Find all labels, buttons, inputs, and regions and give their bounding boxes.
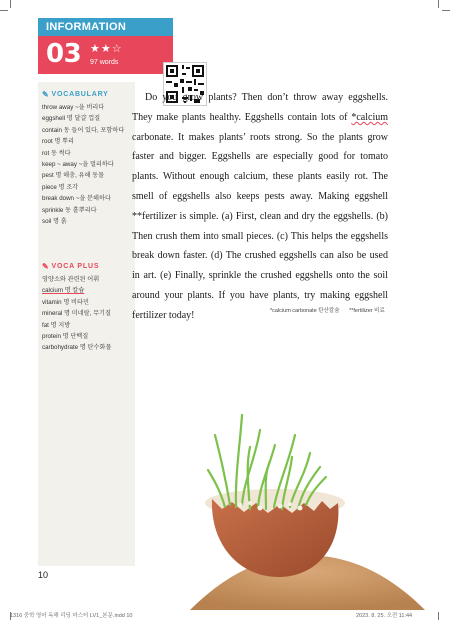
word-count: 97 words bbox=[90, 59, 119, 66]
vocab-item: pest 명 해충, 유해 동물 bbox=[42, 172, 105, 180]
vocab-item: contain 동 들어 있다, 포함하다 bbox=[42, 126, 125, 134]
pencil-icon: ✎ bbox=[42, 90, 50, 99]
passage-part-1: Do you grow plants? Then don’t throw away eggshells. They make plants healthy. Eggshells contain lots of bbox=[132, 92, 388, 123]
passage-part-2: carbonate. It makes plants’ roots strong. So the plants grow faster and bigger. Eggshells are especially good for tomato plants. Without enough calcium, these plants easily rot. The smell of eggshells also keeps pests away. Making eggshell **fertilizer is simple. (a) First, clean and dry the eggshells. (b) Then crush them into small pieces. (c) This helps the eggshells break down faster. (d) The crushed eggshells can also be used in art. (e) Finally, sprinkle the crushed eggshells onto the soil around your plants. If you have plants, try making eggshell fertilizer today! bbox=[132, 131, 388, 321]
lesson-header bbox=[38, 36, 173, 74]
crop-mark bbox=[438, 612, 439, 620]
crop-mark bbox=[0, 10, 8, 11]
vocab-item: sprinkle 동 흩뿌리다 bbox=[42, 206, 97, 214]
voca-plus-list bbox=[42, 276, 132, 353]
voca-plus-item: fat 명 지방 bbox=[42, 321, 71, 329]
vocab-item: keep ~ away ~을 멀리하다 bbox=[42, 161, 114, 169]
eggshell-sprout-illustration bbox=[180, 405, 430, 610]
crop-mark bbox=[10, 0, 11, 8]
vocabulary-section bbox=[42, 90, 132, 229]
voca-plus-heading bbox=[42, 262, 132, 271]
vocabulary-sidebar bbox=[38, 82, 135, 566]
voca-plus-item: carbohydrate 명 탄수화물 bbox=[42, 344, 112, 352]
voca-plus-item: protein 명 단백질 bbox=[42, 333, 89, 341]
calcium-term: *calcium bbox=[351, 111, 388, 123]
vocabulary-heading bbox=[42, 90, 132, 99]
vocabulary-title: VOCABULARY bbox=[51, 91, 109, 98]
print-slug-file: 1316 중학 영어 독해 리딩 마스터 LV1_본문.indd 10 bbox=[10, 613, 133, 619]
vocabulary-list bbox=[42, 104, 132, 226]
pencil-icon: ✎ bbox=[42, 262, 50, 271]
crop-mark bbox=[438, 0, 439, 8]
difficulty-stars: ★★☆ bbox=[90, 43, 123, 55]
vocab-item: break down ~을 분해하다 bbox=[42, 195, 111, 203]
lesson-number: 03 bbox=[46, 39, 82, 69]
voca-plus-subtitle: 영양소와 관련된 어휘 bbox=[42, 276, 100, 283]
voca-plus-item: mineral 명 미네랄, 무기질 bbox=[42, 310, 112, 318]
vocab-item: throw away ~을 버리다 bbox=[42, 104, 105, 111]
vocab-item: soil 명 흙 bbox=[42, 218, 67, 226]
vocab-item: eggshell 명 달걀 껍질 bbox=[42, 115, 101, 123]
vocab-item: rot 동 썩다 bbox=[42, 149, 71, 157]
crop-mark bbox=[442, 10, 450, 11]
footnote-fertilizer: **fertilizer 비료 bbox=[349, 308, 385, 314]
voca-plus-title: VOCA PLUS bbox=[51, 263, 100, 270]
voca-plus-item: calcium 명 칼슘 bbox=[42, 287, 85, 295]
page-number: 10 bbox=[38, 570, 49, 580]
vocab-item: piece 명 조각 bbox=[42, 183, 79, 191]
voca-plus-item: vitamin 명 비타민 bbox=[42, 298, 89, 306]
footnote-calcium: *calcium carbonate 탄산칼슘 bbox=[270, 308, 340, 314]
voca-plus-section bbox=[42, 262, 132, 356]
section-label: INFORMATION bbox=[38, 18, 173, 36]
reading-passage bbox=[132, 88, 388, 326]
print-slug-date: 2023. 8. 25. 오전 11:44 bbox=[356, 613, 413, 619]
footnotes bbox=[270, 306, 393, 314]
vocab-item: root 명 뿌리 bbox=[42, 138, 75, 146]
